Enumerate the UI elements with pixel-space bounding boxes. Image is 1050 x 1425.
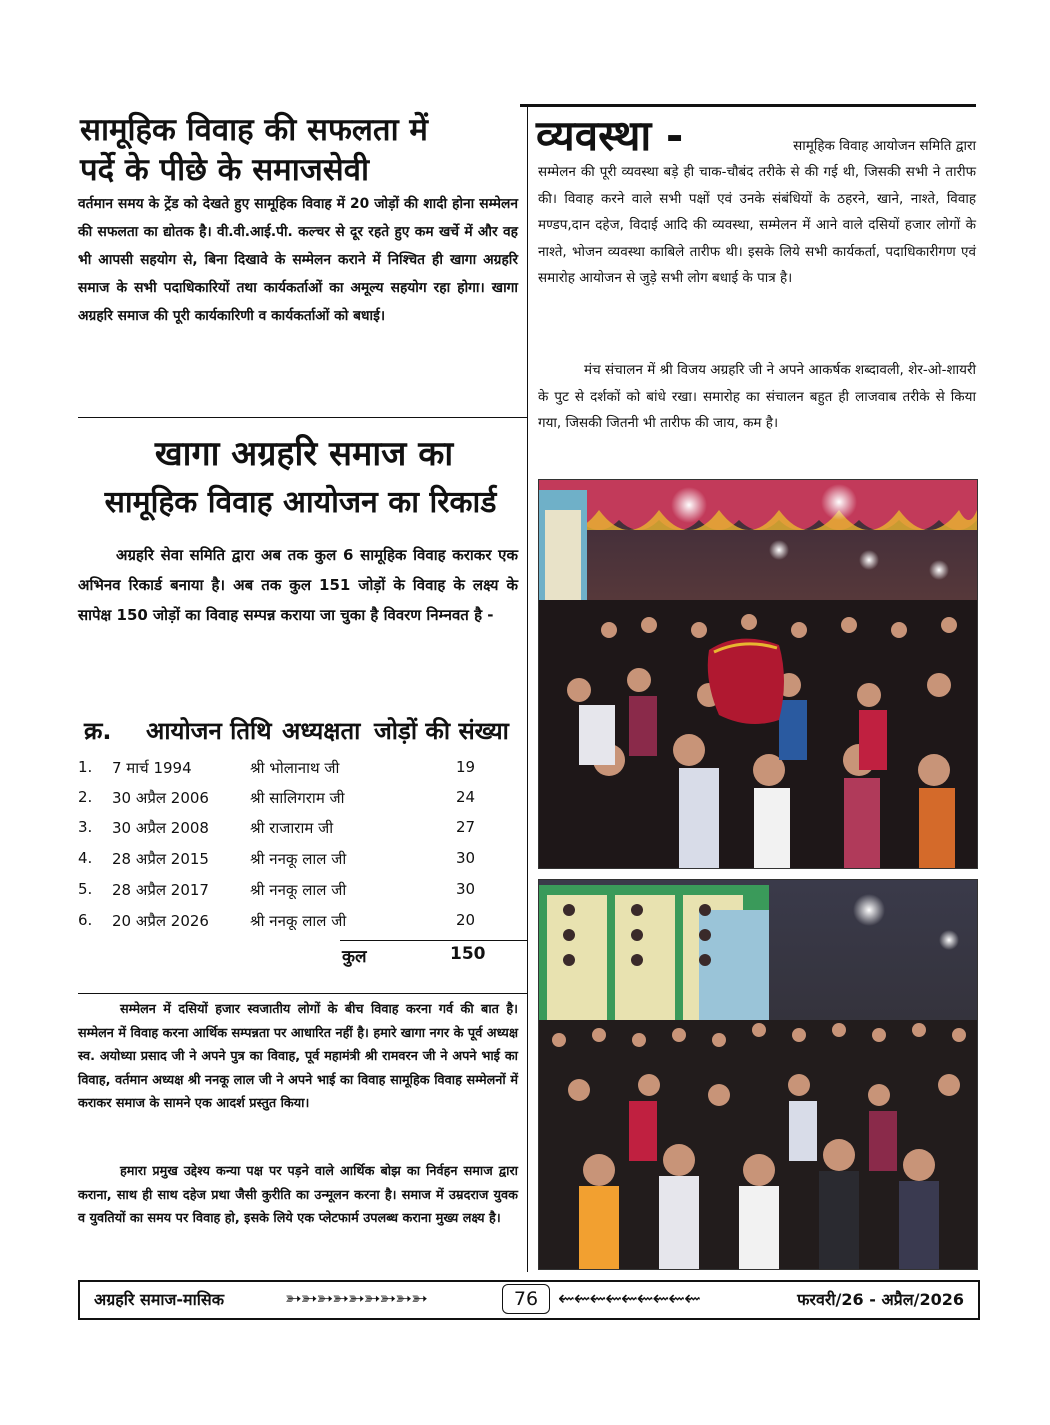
arrangement-paragraph: सम्मेलन की पूरी व्यवस्था बड़े ही चाक-चौबंद तरीके से की गई थी, जिसकी सभी ने तारीफ की। विवाह करने वाले सभी पक्षों एवं उनके संबंधियों के ठहरने, खाने, नाश्ते, विवाह मण्डप,दान दहेज, विदाई आदि की व्यवस्था, सम्मेलन में आने वाले दसियों हजार लोगों के नाश्ते, भोजन व्यवस्था काबिले तारीफ थी। इसके लिये सभी कार्यकर्ता, पदाधिकारीगण एवं समारोह आयोजन से जुड़े सभी लोग बधाई के पात्र है। <box>538 164 976 286</box>
wedding-crowd-photo-2 <box>538 879 978 1270</box>
row-count: 27 <box>456 818 476 836</box>
decorative-arrows-left-icon: ➳➳➳➳➳➳➳➳➳ <box>285 1286 427 1310</box>
section-rule-2 <box>78 993 527 994</box>
table-row <box>78 784 518 814</box>
row-date: 28 अप्रैल 2017 <box>112 881 209 899</box>
row-date: 30 अप्रैल 2008 <box>112 819 209 837</box>
table-row <box>78 754 518 784</box>
col-header-count: जोड़ों की संख्या <box>374 717 509 745</box>
table-total-label: कुल <box>342 947 367 967</box>
crowd-photo-1-illustration <box>539 480 977 868</box>
table-header-row <box>78 710 518 754</box>
row-chair: श्री राजाराम जी <box>250 819 334 837</box>
table-total-rule <box>340 940 527 941</box>
row-chair: श्री ननकू लाल जी <box>250 912 347 930</box>
table-row <box>78 845 518 875</box>
pride-paragraph: सम्मेलन में दसियों हजार स्वजातीय लोगों के बीच विवाह करना गर्व की बात है। सम्मेलन में विवाह करना आर्थिक सम्पन्नता पर आधारित नहीं है। हमारे खागा नगर के पूर्व अध्यक्ष स्व. अयोध्या प्रसाद जी ने अपने पुत्र का विवाह, पूर्व महामंत्री श्री रामवरन जी ने अपने भाई का विवाह, वर्तमान अध्यक्ष श्री ननकू लाल जी ने अपने भाई का विवाह सामूहिक विवाह सम्मेलनों में कराकर समाज के सामने एक आदर्श प्रस्तुत किया। <box>78 1002 518 1111</box>
row-serial: 4. <box>78 849 93 867</box>
row-chair: श्री ननकू लाल जी <box>250 850 347 868</box>
row-serial: 5. <box>78 880 93 898</box>
record-paragraph: अग्रहरि सेवा समिति द्वारा अब तक कुल 6 सामूहिक विवाह कराकर एक अभिनव रिकार्ड बनाया है। अब तक कुल 151 जोड़ों के विवाह के लक्ष्य के सापेक्ष 150 जोड़ों का विवाह सम्पन्न कराया जा चुका है विवरण निम्नवत है - <box>78 546 518 624</box>
row-date: 28 अप्रैल 2015 <box>112 850 209 868</box>
heading-1-line-1: सामूहिक विवाह की सफलता में <box>80 112 428 148</box>
row-serial: 6. <box>78 911 93 929</box>
objective-paragraph: हमारा प्रमुख उद्देश्य कन्या पक्ष पर पड़ने वाले आर्थिक बोझ का निर्वहन समाज द्वारा कराना, साथ ही साथ दहेज प्रथा जैसी कुरीति का उन्मूलन करना है। समाज में उम्रदराज युवक व युवतियों का समय पर विवाह हो, इसके लिये एक प्लेटफार्म उपलब्ध कराना मुख्य लक्ष्य है। <box>78 1164 518 1226</box>
col-header-chair: अध्यक्षता <box>282 717 361 745</box>
table-row <box>78 814 518 844</box>
heading-1-line-2: पर्दे के पीछे के समाजसेवी <box>80 152 369 188</box>
issue-date: फरवरी/26 - अप्रैल/2026 <box>797 1290 964 1309</box>
page-number-box <box>502 1284 550 1314</box>
crowd-photo-2-illustration <box>539 880 977 1269</box>
row-chair: श्री ननकू लाल जी <box>250 881 347 899</box>
heading-2-line-2: सामूहिक विवाह आयोजन का रिकार्ड <box>104 485 497 520</box>
table-row <box>78 907 518 937</box>
row-serial: 2. <box>78 788 93 806</box>
arrangement-lead-text: सामूहिक विवाह आयोजन समिति द्वारा <box>793 138 976 154</box>
page-number: 76 <box>513 1288 539 1310</box>
table-total-value: 150 <box>450 944 486 964</box>
row-count: 24 <box>456 788 476 806</box>
row-count: 19 <box>456 758 476 776</box>
row-serial: 3. <box>78 818 93 836</box>
col-header-serial: क्र. <box>84 717 112 745</box>
col-header-date: आयोजन तिथि <box>146 717 272 745</box>
decorative-arrows-right-icon: ⇜⇜⇜⇜⇜⇜⇜⇜⇜ <box>558 1286 700 1310</box>
success-paragraph: वर्तमान समय के ट्रेंड को देखते हुए सामूहिक विवाह में 20 जोड़ों की शादी होना सम्मेलन की सफलता का द्योतक है। वी.वी.आई.पी. कल्चर से दूर रहते हुए कम खर्चे में और वह भी आपसी सहयोग से, बिना दिखावे के सम्मेलन कराने में निश्चित ही खागा अग्रहरि समाज के सभी पदाधिकारियों तथा कार्यकर्ताओं का अमूल्य सहयोग रहा होगा। खागा अग्रहरि समाज की पूरी कार्यकारिणी व कार्यकर्ताओं को बधाई। <box>78 196 518 324</box>
column-divider <box>527 106 528 1272</box>
top-rule <box>520 104 976 107</box>
row-date: 20 अप्रैल 2026 <box>112 912 209 930</box>
row-chair: श्री सालिगराम जी <box>250 789 345 807</box>
row-serial: 1. <box>78 758 93 776</box>
arrangement-heading: व्यवस्था - <box>536 111 684 160</box>
row-count: 30 <box>456 880 476 898</box>
row-date: 30 अप्रैल 2006 <box>112 789 209 807</box>
row-count: 20 <box>456 911 476 929</box>
wedding-crowd-photo-1 <box>538 479 978 869</box>
magazine-name: अग्रहरि समाज-मासिक <box>94 1290 225 1309</box>
heading-2-line-1: खागा अग्रहरि समाज का <box>154 434 454 474</box>
table-row <box>78 876 518 906</box>
row-date: 7 मार्च 1994 <box>112 759 192 777</box>
section-rule-1 <box>78 417 527 418</box>
anchoring-paragraph: मंच संचालन में श्री विजय अग्रहरि जी ने अपने आकर्षक शब्दावली, शेर-ओ-शायरी के पुट से दर्शकों को बांधे रखा। समारोह का संचालन बहुत ही लाजवाब तरीके से किया गया, जिसकी जितनी भी तारीफ की जाय, कम है। <box>538 362 976 431</box>
row-count: 30 <box>456 849 476 867</box>
page-footer <box>78 1280 980 1320</box>
row-chair: श्री भोलानाथ जी <box>250 759 340 777</box>
